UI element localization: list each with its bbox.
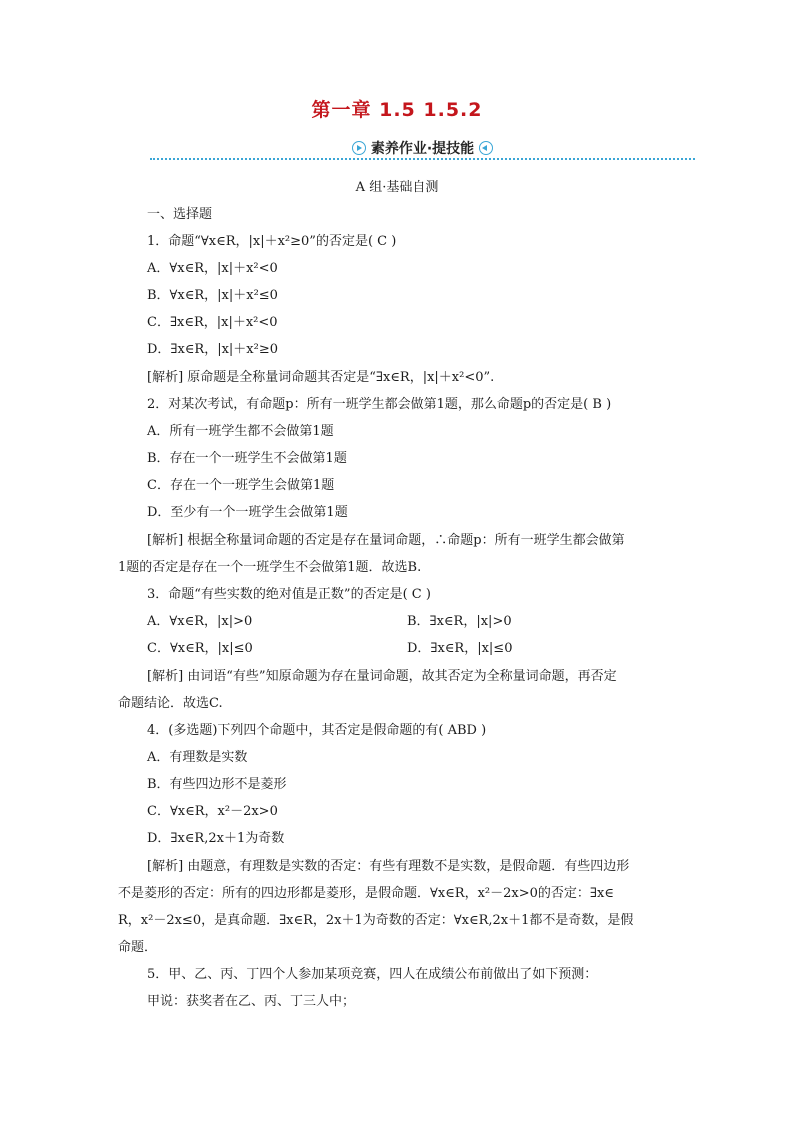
q3-analysis-line-1: [解析] 由词语“有些”知原命题为存在量词命题，故其否定为全称量词命题，再否定 xyxy=(147,669,617,684)
question-1-stem: 1．命题“∀x∈R，|x|＋x²≥0”的否定是( C ) xyxy=(147,234,397,249)
section-heading: 一、选择题 xyxy=(147,207,213,222)
q2-option-b: B．存在一个一班学生不会做第1题 xyxy=(147,451,347,466)
q2-option-a: A．所有一班学生都不会做第1题 xyxy=(147,424,334,439)
play-left-icon xyxy=(479,141,493,155)
section-banner xyxy=(150,138,695,158)
q2-analysis-line-2: 1题的否定是存在一个一班学生不会做第1题．故选B. xyxy=(118,560,422,575)
q4-option-b: B．有些四边形不是菱形 xyxy=(147,777,287,792)
q3-option-a: A．∀x∈R，|x|>0 xyxy=(147,614,253,629)
group-title: A 组·基础自测 xyxy=(355,180,439,195)
q3-option-b: B．∃x∈R，|x|>0 xyxy=(407,614,512,629)
play-right-icon xyxy=(352,141,366,155)
q5-line-1: 甲说：获奖者在乙、丙、丁三人中； xyxy=(147,994,356,1009)
q3-analysis-line-2: 命题结论．故选C. xyxy=(118,696,223,711)
q1-option-c: C．∃x∈R，|x|＋x²<0 xyxy=(147,315,278,330)
q1-option-b: B．∀x∈R，|x|＋x²≤0 xyxy=(147,288,278,303)
q1-option-d: D．∃x∈R，|x|＋x²≥0 xyxy=(147,342,279,357)
q2-option-d: D．至少有一个一班学生会做第1题 xyxy=(147,505,348,520)
dotted-divider xyxy=(150,158,695,160)
q3-option-d: D．∃x∈R，|x|≤0 xyxy=(407,641,513,656)
q4-analysis-line-2: 不是菱形的否定：所有的四边形都是菱形，是假命题．∀x∈R，x²－2x>0的否定：∃x∈ xyxy=(118,886,614,901)
q1-option-a: A．∀x∈R，|x|＋x²<0 xyxy=(147,261,278,276)
q4-analysis-line-1: [解析] 由题意，有理数是实数的否定：有些有理数不是实数，是假命题．有些四边形 xyxy=(147,859,630,874)
q4-analysis-line-4: 命题． xyxy=(118,940,158,955)
question-5-stem: 5．甲、乙、丙、丁四个人参加某项竞赛，四人在成绩公布前做出了如下预测： xyxy=(147,967,598,982)
q2-option-c: C．存在一个一班学生会做第1题 xyxy=(147,478,335,493)
q4-option-d: D．∃x∈R,2x＋1为奇数 xyxy=(147,831,285,846)
q2-analysis-line-1: [解析] 根据全称量词命题的否定是存在量词命题，∴命题p：所有一班学生都会做第 xyxy=(147,533,625,548)
q4-option-a: A．有理数是实数 xyxy=(147,750,248,765)
banner-label: 素养作业·提技能 xyxy=(370,141,475,157)
q3-option-c: C．∀x∈R，|x|≤0 xyxy=(147,641,253,656)
page-title: 第一章 1.5 1.5.2 xyxy=(311,99,483,121)
q4-option-c: C．∀x∈R，x²－2x>0 xyxy=(147,804,278,819)
question-2-stem: 2．对某次考试，有命题p：所有一班学生都会做第1题，那么命题p的否定是( B ) xyxy=(147,397,612,412)
q4-analysis-line-3: R，x²－2x≤0，是真命题．∃x∈R，2x＋1为奇数的否定：∀x∈R,2x＋1都不是奇数，是假 xyxy=(118,913,634,928)
q1-analysis: [解析] 原命题是全称量词命题其否定是“∃x∈R，|x|＋x²<0”. xyxy=(147,370,495,385)
question-4-stem: 4．(多选题)下列四个命题中，其否定是假命题的有( ABD ) xyxy=(147,723,487,738)
question-3-stem: 3．命题“有些实数的绝对值是正数”的否定是( C ) xyxy=(147,587,431,602)
